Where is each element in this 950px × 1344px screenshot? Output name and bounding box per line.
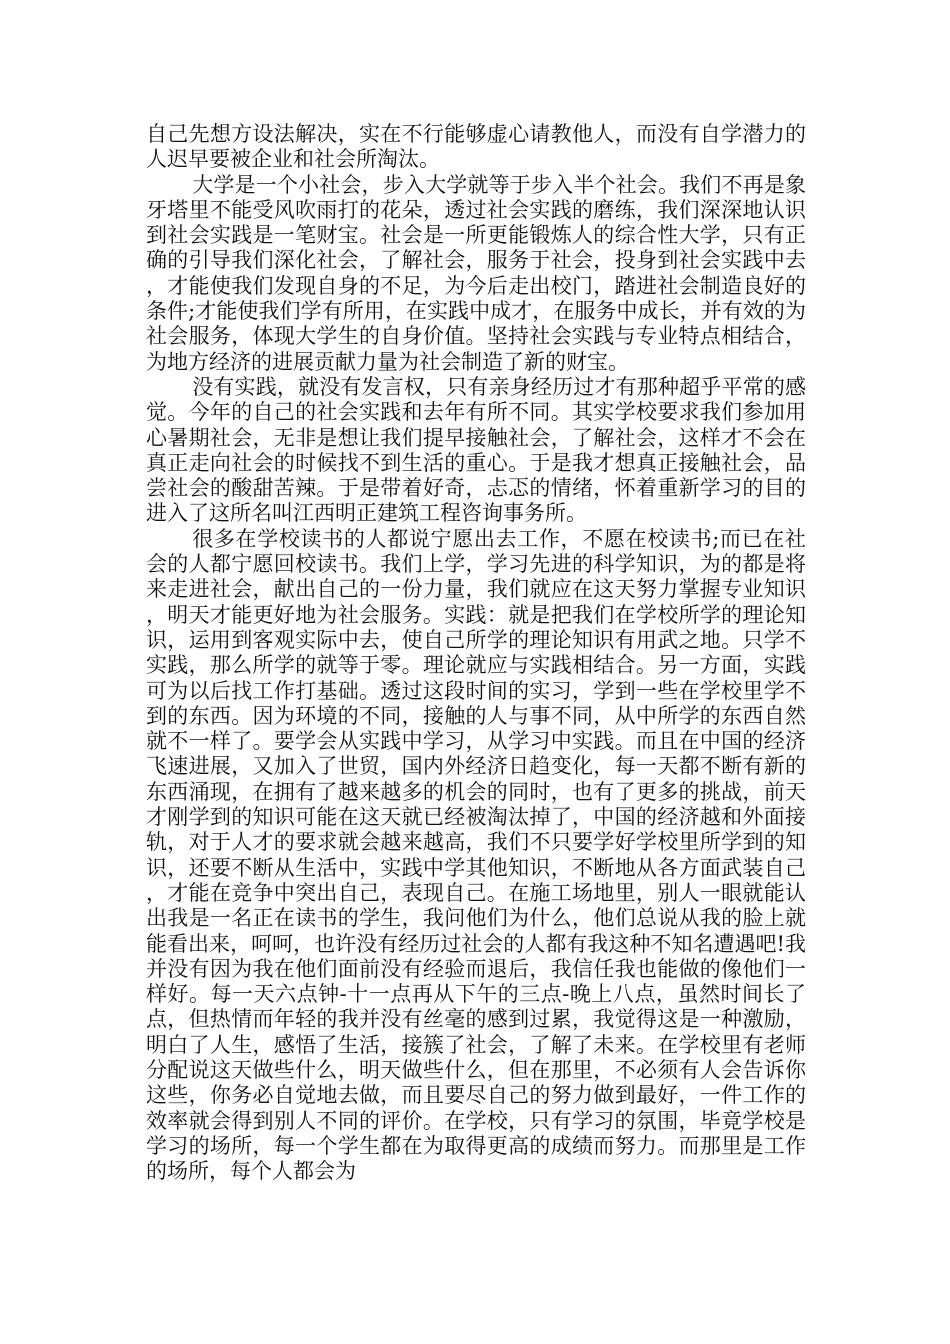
paragraph-4: 很多在学校读书的人都说宁愿出去工作，不愿在校读书;而已在社会的人都宁愿回校读书。我们上学，学习先进的科学知识，为的都是将来走进社会，献出自己的一份力量，我们就应在这天努力掌握专业知识，明天才能更好地为社会服务。实践：就是把我们在学校所学的理论知识，运用到客观实际中去，使自己所学的理论知识有用武之地。只学不实践，那么所学的就等于零。理论就应与实践相结合。另一方面，实践可为以后找工作打基础。透过这段时间的实习，学到一些在学校里学不到的东西。因为环境的不同，接触的人与事不同，从中所学的东西自然就不一样了。要学会从实践中学习，从学习中实践。而且在中国的经济飞速进展，又加入了世贸，国内外经济日趋变化，每一天都不断有新的东西涌现，在拥有了越来越多的机会的同时，也有了更多的挑战，前天才刚学到的知识可能在这天就已经被淘汰掉了，中国的经济越和外面接轨，对于人才的要求就会越来越高，我们不只要学好学校里所学到的知识，还要不断从生活中，实践中学其他知识，不断地从各方面武装自己，才能在竞争中突出自己，表现自己。在施工场地里，别人一眼就能认出我是一名正在读书的学生，我问他们为什么，他们总说从我的脸上就能看出来，呵呵，也许没有经历过社会的人都有我这种不知名遭遇吧!我并没有因为我在他们面前没有经验而退后，我信任我也能做的像他们一样好。每一天六点钟-十一点再从下午的三点-晚上八点，虽然时间长了点，但热情而年轻的我并没有丝毫的感到过累，我觉得这是一种激励，明白了人生，感悟了生活，接簇了社会，了解了未来。在学校里有老师分配说这天做些什么，明天做些什么，但在那里，不必须有人会告诉你这些，你务必自觉地去做，而且要尽自己的努力做到最好，一件工作的效率就会得到别人不同的评价。在学校，只有学习的氛围，毕竟学校是学习的场所，每一个学生都在为取得更高的成绩而努力。而那里是工作的场所，每个人都会为	[146, 526, 806, 1184]
paragraph-2: 大学是一个小社会，步入大学就等于步入半个社会。我们不再是象牙塔里不能受风吹雨打的花朵，透过社会实践的磨练，我们深深地认识到社会实践是一笔财宝。社会是一所更能锻炼人的综合性大学，只有正确的引导我们深化社会，了解社会，服务于社会，投身到社会实践中去，才能使我们发现自身的不足，为今后走出校门，踏进社会制造良好的条件;才能使我们学有所用，在实践中成才，在服务中成长，并有效的为社会服务，体现大学生的自身价值。坚持社会实践与专业特点相结合，为地方经济的进展贡献力量为社会制造了新的财宝。	[146, 172, 806, 374]
document-body	[146, 122, 806, 1184]
paragraph-3: 没有实践，就没有发言权，只有亲身经历过才有那种超乎平常的感觉。今年的自己的社会实践和去年有所不同。其实学校要求我们参加用心暑期社会，无非是想让我们提早接触社会，了解社会，这样才不会在真正走向社会的时候找不到生活的重心。于是我才想真正接触社会，品尝社会的酸甜苦辣。于是带着好奇，忐忑的情绪，怀着重新学习的目的进入了这所名叫江西明正建筑工程咨询事务所。	[146, 374, 806, 526]
paragraph-1: 自己先想方设法解决，实在不行能够虚心请教他人，而没有自学潜力的人迟早要被企业和社会所淘汰。	[146, 122, 806, 172]
